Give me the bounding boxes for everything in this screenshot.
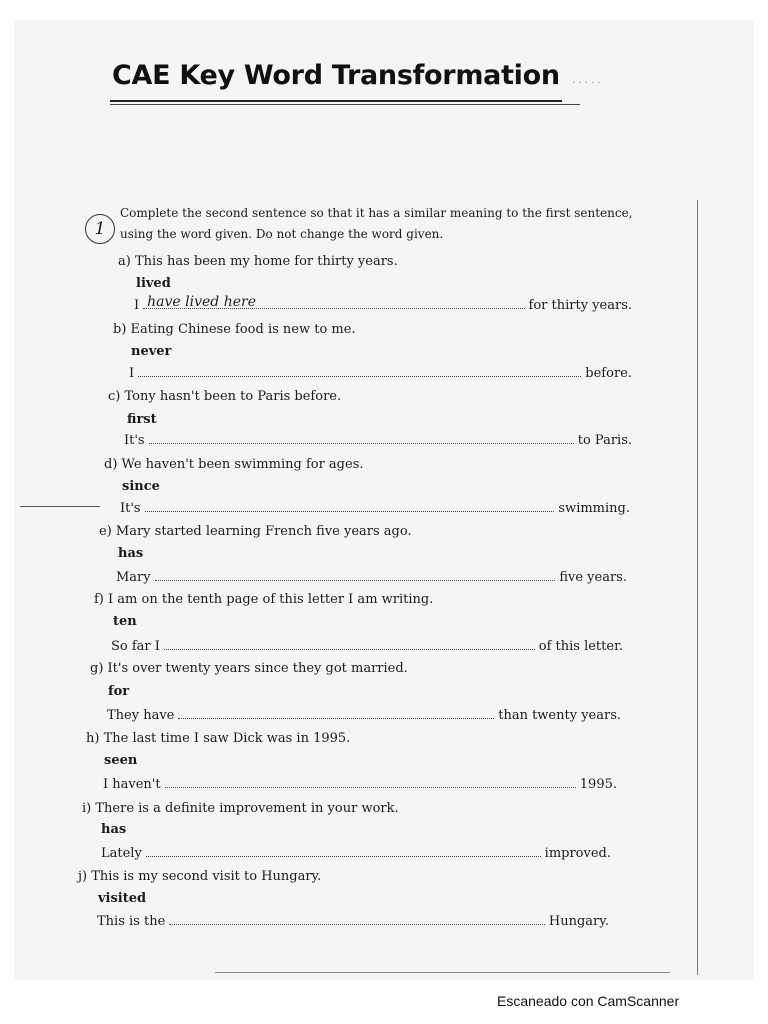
answer-start: Mary (116, 570, 151, 585)
answer-end: to Paris. (577, 433, 632, 448)
answer-end: 1995. (579, 777, 617, 792)
item-answer-line (107, 708, 621, 723)
item-sentence-text: This is my second visit to Hungary. (91, 869, 322, 884)
item-label: a) (118, 254, 131, 269)
item-sentence (78, 869, 321, 884)
answer-start: It's (120, 501, 141, 516)
item-sentence-text: I am on the tenth page of this letter I am writing. (108, 592, 434, 607)
item-sentence (82, 801, 399, 816)
answer-end: five years. (559, 570, 627, 585)
item-sentence-text: It's over twenty years since they got married. (107, 661, 408, 676)
item-sentence (108, 389, 341, 404)
item-label: g) (90, 661, 104, 676)
item-sentence-text: This has been my home for thirty years. (134, 254, 398, 269)
scan-edge-line (20, 506, 100, 507)
answer-blank[interactable] (178, 708, 494, 719)
item-keyword: for (108, 684, 130, 699)
item-keyword: first (127, 412, 157, 427)
answer-start: This is the (97, 914, 166, 929)
page-title: CAE Key Word Transformation (112, 60, 560, 91)
answer-start: So far I (111, 639, 160, 654)
item-keyword: lived (136, 276, 171, 291)
answer-blank[interactable] (165, 777, 576, 788)
item-answer-line (116, 570, 627, 585)
item-keyword: has (118, 546, 144, 561)
answer-end: for thirty years. (528, 298, 632, 313)
answer-blank[interactable] (169, 914, 545, 925)
answer-start: It's (124, 433, 145, 448)
item-label: j) (78, 869, 88, 884)
item-answer-line (103, 777, 617, 792)
item-sentence (99, 524, 412, 539)
item-sentence-text: Tony hasn't been to Paris before. (124, 389, 342, 404)
scanner-watermark: Escaneado con CamScanner (497, 993, 680, 1009)
item-label: h) (86, 731, 100, 746)
item-answer-line (97, 914, 609, 929)
answer-end: before. (585, 366, 632, 381)
answer-start: I (129, 366, 135, 381)
item-answer-line (111, 639, 623, 654)
page-bottom-border (215, 972, 670, 973)
answer-start: I haven't (103, 777, 161, 792)
item-sentence-text: Mary started learning French five years ago. (115, 524, 412, 539)
item-sentence (118, 254, 398, 269)
title-underline-secondary (110, 104, 580, 105)
item-keyword: never (131, 344, 172, 359)
item-answer-line (124, 433, 632, 448)
answer-blank[interactable] (143, 294, 524, 310)
item-sentence (86, 731, 350, 746)
item-sentence-text: The last time I saw Dick was in 1995. (103, 731, 351, 746)
item-sentence (94, 592, 433, 607)
item-sentence (113, 322, 356, 337)
answer-end: Hungary. (548, 914, 609, 929)
instructions: Complete the second sentence so that it has a similar meaning to the first sentence, using the word given. Do not change the word given. (120, 206, 633, 241)
item-answer-line (134, 294, 632, 313)
item-label: d) (104, 457, 118, 472)
item-keyword: has (101, 822, 127, 837)
answer-end: improved. (544, 846, 611, 861)
item-label: i) (82, 801, 92, 816)
title-underline (110, 100, 562, 102)
answer-blank[interactable] (146, 846, 541, 857)
item-sentence-text: There is a definite improvement in your work. (95, 801, 399, 816)
answer-start: I (134, 298, 140, 313)
faded-text-mark: · · · · · (572, 78, 601, 89)
answer-blank[interactable] (149, 433, 574, 444)
page-right-border (697, 200, 698, 975)
item-keyword: ten (113, 614, 137, 629)
answer-blank[interactable] (155, 570, 556, 581)
answer-end: swimming. (558, 501, 630, 516)
item-sentence-text: We haven't been swimming for ages. (121, 457, 364, 472)
answer-end: than twenty years. (498, 708, 621, 723)
answer-blank[interactable] (138, 366, 581, 377)
answer-start: They have (107, 708, 175, 723)
answer-blank[interactable] (164, 639, 535, 650)
item-keyword: visited (98, 891, 147, 906)
item-label: f) (94, 592, 104, 607)
item-sentence (90, 661, 408, 676)
item-label: b) (113, 322, 127, 337)
item-keyword: since (122, 479, 160, 494)
item-label: e) (99, 524, 112, 539)
item-answer-line (101, 846, 611, 861)
answer-start: Lately (101, 846, 142, 861)
item-label: c) (108, 389, 121, 404)
item-sentence (104, 457, 364, 472)
item-answer-line (120, 501, 630, 516)
item-keyword: seen (104, 753, 138, 768)
answer-end: of this letter. (538, 639, 623, 654)
exercise-number: 1 (85, 214, 115, 244)
item-answer-line (129, 366, 632, 381)
answer-blank[interactable] (145, 501, 555, 512)
item-sentence-text: Eating Chinese food is new to me. (130, 322, 356, 337)
handwritten-answer: have lived here (147, 294, 256, 310)
